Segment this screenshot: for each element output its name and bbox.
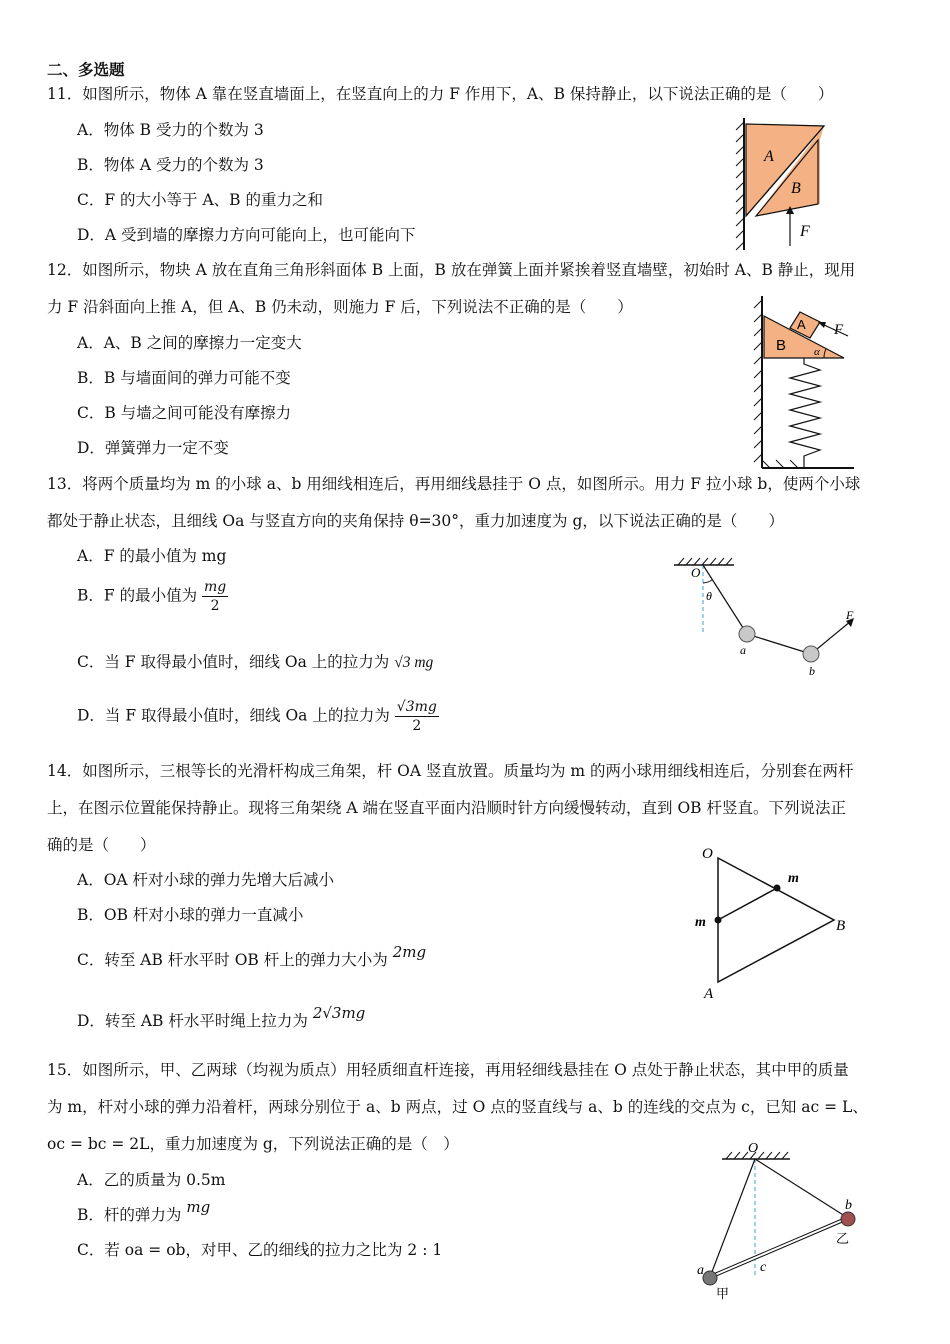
q13-label-a: a — [740, 643, 746, 657]
q14-label-a: A — [704, 986, 714, 1002]
q15-label-c: c — [760, 1260, 767, 1275]
ball-a — [739, 626, 755, 642]
q14-stem-line3: 确的是（ ） — [47, 836, 156, 854]
q15-stem-line3: oc = bc = 2L，重力加速度为 g，下列说法正确的是（ ） — [47, 1135, 459, 1153]
q11-option-a: A．物体 B 受力的个数为 3 — [77, 121, 264, 139]
q13-option-d — [77, 698, 439, 735]
q13-option-b — [77, 578, 228, 615]
q12-stem-line2: 力 F 沿斜面向上推 A，但 A、B 仍未动，则施力 F 后，下列说法不正确的是（ ） — [47, 298, 633, 316]
triangle-frame — [718, 858, 834, 982]
q13-option-d-num: √3mg — [396, 699, 437, 715]
ball-lower — [715, 917, 722, 924]
q11-option-c: C．F 的大小等于 A、B 的重力之和 — [77, 191, 323, 209]
q14-stem-line2: 上，在图示位置能保持静止。现将三角架绕 A 端在竖直平面内沿顺时针方向缓慢转动，直到 OB 杆竖直。下列说法正 — [47, 799, 847, 817]
q13-option-b-den: 2 — [210, 598, 220, 614]
q11-option-b: B．物体 A 受力的个数为 3 — [77, 156, 264, 174]
q14-option-d — [77, 1004, 366, 1031]
q13-label-f: F — [846, 608, 854, 622]
q13-label-theta: θ — [706, 589, 712, 603]
q14-figure — [690, 840, 860, 1005]
q15-option-b — [77, 1198, 211, 1225]
q14-stem-line1: 14．如图所示，三根等长的光滑杆构成三角架，杆 OA 竖直放置。质量均为 m 的两小球用细线相连后，分别套在两杆 — [47, 762, 854, 780]
q13-option-a: A．F 的最小值为 mg — [77, 547, 227, 565]
q14-option-a: A．OA 杆对小球的弹力先增大后减小 — [77, 871, 335, 889]
q12-stem-line1: 12．如图所示，物块 A 放在直角三角形斜面体 B 上面，B 放在弹簧上面并紧挨着竖直墙壁，初始时 A、B 静止，现用 — [47, 261, 856, 279]
q12-option-a: A．A、B 之间的摩擦力一定变大 — [77, 334, 302, 352]
q13-option-c-value: √3 mg — [394, 654, 434, 671]
q12-option-d: D．弹簧弹力一定不变 — [77, 439, 229, 457]
q15-option-c — [77, 1238, 442, 1260]
q13-label-o: O — [691, 565, 701, 580]
q15-stem-line1: 15．如图所示，甲、乙两球（均视为质点）用轻质细直杆连接，再用轻细线悬挂在 O 点处于静止状态，其中甲的质量 — [47, 1061, 849, 1079]
q13-stem-line2: 都处于静止状态，且细线 Oa 与竖直方向的夹角保持 θ=30°，重力加速度为 g，以下说法正确的是（ ） — [47, 512, 784, 530]
q12-label-alpha: α — [814, 346, 820, 358]
q12-label-f: F — [834, 322, 844, 338]
q13-stem-line1: 13．将两个质量均为 m 的小球 a、b 用细线相连后，再用细线悬挂于 O 点，如图所示。用力 F 拉小球 b，使两个小球 — [47, 475, 861, 493]
ball-b — [803, 646, 819, 662]
q15-option-b-text: B．杆的弹力为 — [77, 1206, 182, 1224]
q12-label-a: A — [797, 317, 806, 332]
q15-option-a: A．乙的质量为 0.5m — [77, 1171, 226, 1189]
q13-label-b: b — [809, 664, 815, 678]
q13-figure — [668, 555, 868, 685]
q15-option-c-value: 2 : 1 — [407, 1241, 443, 1259]
ball-upper — [774, 885, 781, 892]
q13-option-d-den: 2 — [412, 718, 422, 734]
q15-stem-line2: 为 m，杆对小球的弹力沿着杆，两球分别位于 a、b 两点，过 O 点的竖直线与 a、b 的连线的交点为 c，已知 ac = L、 — [47, 1098, 868, 1116]
q15-label-a: a — [697, 1263, 704, 1278]
q11-label-a: A — [764, 148, 774, 165]
q12-option-c: C．B 与墙之间可能没有摩擦力 — [77, 404, 292, 422]
q14-label-m-lower: m — [695, 915, 706, 930]
q15-option-b-value: mg — [186, 1198, 211, 1216]
q14-option-c-value: 2mg — [392, 943, 427, 961]
q14-label-b: B — [836, 918, 846, 934]
q13-option-d-fraction — [395, 698, 439, 735]
q14-option-c-text: C．转至 AB 杆水平时 OB 杆上的弹力大小为 — [77, 951, 388, 969]
q15-label-o: O — [748, 1141, 759, 1156]
q15-label-jia: 甲 — [716, 1287, 730, 1302]
q11-stem: 11．如图所示，物体 A 靠在竖直墙面上，在竖直向上的力 F 作用下，A、B 保持静止，以下说法正确的是（ ） — [47, 85, 834, 103]
q13-option-c — [77, 650, 433, 672]
q13-option-b-fraction — [202, 578, 228, 615]
q12-option-b: B．B 与墙面间的弹力可能不变 — [77, 369, 291, 387]
q11-label-f: F — [800, 223, 810, 240]
q12-label-b: B — [776, 337, 787, 354]
ball-yi — [841, 1212, 855, 1226]
q15-label-b: b — [845, 1198, 852, 1213]
q13-option-c-text: C．当 F 取得最小值时，细线 Oa 上的拉力为 — [77, 653, 390, 671]
ball-jia — [703, 1271, 717, 1285]
q11-figure — [732, 112, 842, 257]
q14-option-b: B．OB 杆对小球的弹力一直减小 — [77, 906, 304, 924]
q11-label-b: B — [791, 180, 801, 197]
q14-label-o: O — [702, 846, 713, 862]
q13-option-d-text: D．当 F 取得最小值时，细线 Oa 上的拉力为 — [77, 706, 390, 725]
q14-label-m-upper: m — [788, 871, 799, 886]
q14-option-d-text: D．转至 AB 杆水平时绳上拉力为 — [77, 1012, 308, 1030]
q15-option-c-text: C．若 oa = ob，对甲、乙的细线的拉力之比为 — [77, 1241, 403, 1259]
q11-option-d: D．A 受到墙的摩擦力方向可能向上，也可能向下 — [77, 226, 416, 244]
q13-option-b-text: B．F 的最小值为 — [77, 586, 198, 605]
q15-figure — [690, 1135, 870, 1305]
q13-option-b-num: mg — [204, 579, 227, 595]
section-title: 二、多选题 — [47, 60, 125, 79]
q14-option-d-value: 2√3mg — [312, 1004, 366, 1022]
q14-option-c — [77, 943, 427, 970]
q15-label-yi: 乙 — [836, 1232, 850, 1247]
spring-shape — [790, 358, 820, 468]
q12-figure — [750, 292, 860, 472]
